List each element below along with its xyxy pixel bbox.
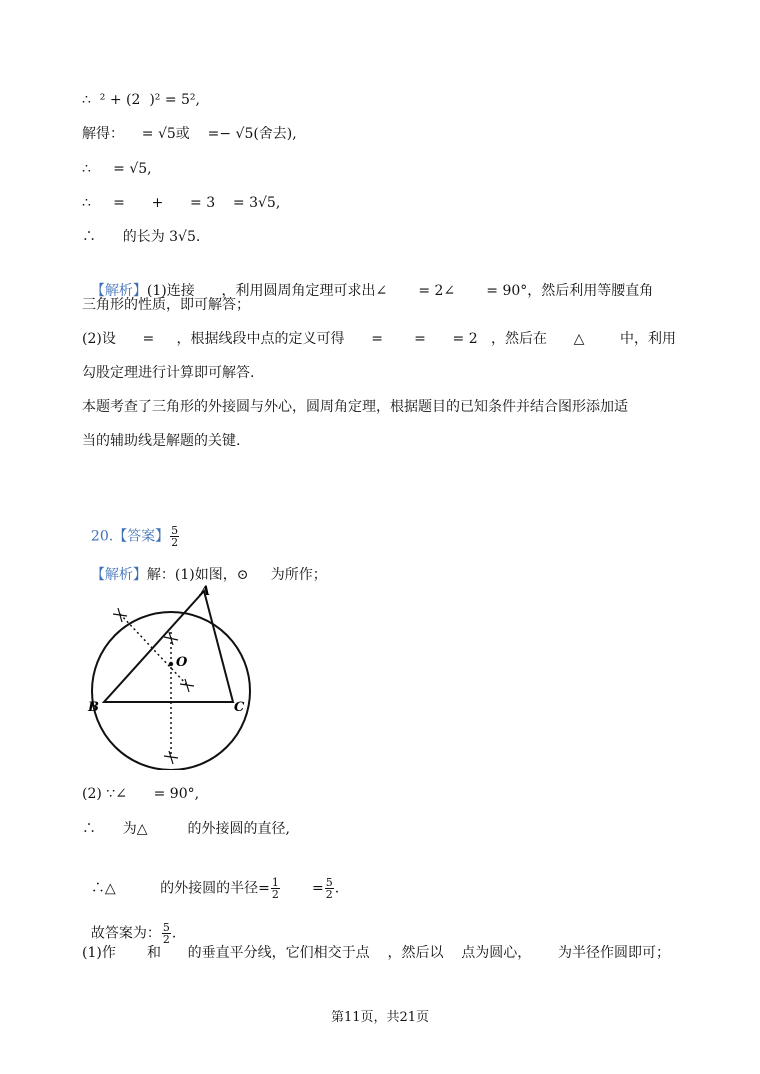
question-number: 20. (90, 528, 114, 545)
arc-mark (180, 679, 194, 692)
equation-line: ∴ = + = 3 = 3√5, (82, 195, 281, 211)
analysis-text: (1)连接 ，利用圆周角定理可求出∠ = 2∠ = 90°，然后利用等腰直角 (146, 283, 654, 299)
analysis-line: 三角形的性质，即可解答； (82, 297, 250, 313)
solution-line: 解得： = √5或 =− √5(舍去), (82, 126, 297, 142)
arc-mark (113, 608, 127, 622)
fraction-half: $\frac{1}{2}$ (271, 876, 279, 901)
part2-line: ∴ 为△ 的外接圆的直径, (82, 821, 290, 837)
period: . (334, 880, 340, 897)
perpendicular-bisector-ab (120, 614, 188, 686)
label-o: O (176, 655, 188, 670)
circumcircle (92, 612, 250, 770)
method-note-line: (1)作 和 的垂直平分线，它们相交于点 ，然后以 点为圆心， 为半径作圆即可； (82, 945, 670, 961)
equation-line: ∴ ² + (2 )² = 5², (82, 92, 200, 108)
summary-line: 当的辅助线是解题的关键. (82, 433, 241, 449)
part2-line: (2) ∵∠ = 90°, (82, 786, 200, 802)
analysis-line: (2)设 = ，根据线段中点的定义可得 = = = 2 ，然后在 △ 中，利用 (82, 331, 677, 347)
label-c: C (234, 700, 245, 715)
part2-radius-line (82, 857, 339, 900)
analysis-line: 勾股定理进行计算即可解答. (82, 365, 255, 381)
circumcircle-figure (80, 580, 260, 770)
page-footer: 第11页，共21页 (330, 1010, 430, 1025)
triangle-abc (104, 591, 233, 702)
final-answer-label: 故答案为： (90, 925, 161, 942)
label-b: B (88, 700, 99, 715)
label-a: A (200, 584, 211, 599)
final-answer-fraction: $\frac{5}{2}$ (162, 921, 170, 946)
radius-equals: = (280, 880, 324, 897)
radius-text: ∴△ 的外接圆的半径= (90, 880, 270, 897)
question-20-answer (82, 505, 180, 548)
answer-tag: 【答案】 (113, 528, 170, 545)
fraction-five-halves: $\frac{5}{2}$ (325, 876, 333, 901)
period: . (171, 925, 177, 942)
analysis-tag: 【解析】 (90, 567, 147, 583)
analysis-text: 解：(1)如图，⊙ 为所作； (146, 567, 327, 583)
answer-fraction: $\frac{5}{2}$ (171, 524, 179, 549)
center-point (169, 662, 173, 666)
summary-line: 本题考查了三角形的外接圆与外心，圆周角定理，根据题目的已知条件并结合图形添加适 (82, 399, 628, 415)
analysis-tag: 【解析】 (90, 283, 147, 299)
question-20-analysis (82, 545, 327, 585)
final-answer-line (82, 902, 176, 945)
conclusion-line: ∴ 的长为 3√5. (82, 229, 201, 245)
equation-line: ∴ = √5, (82, 161, 152, 177)
